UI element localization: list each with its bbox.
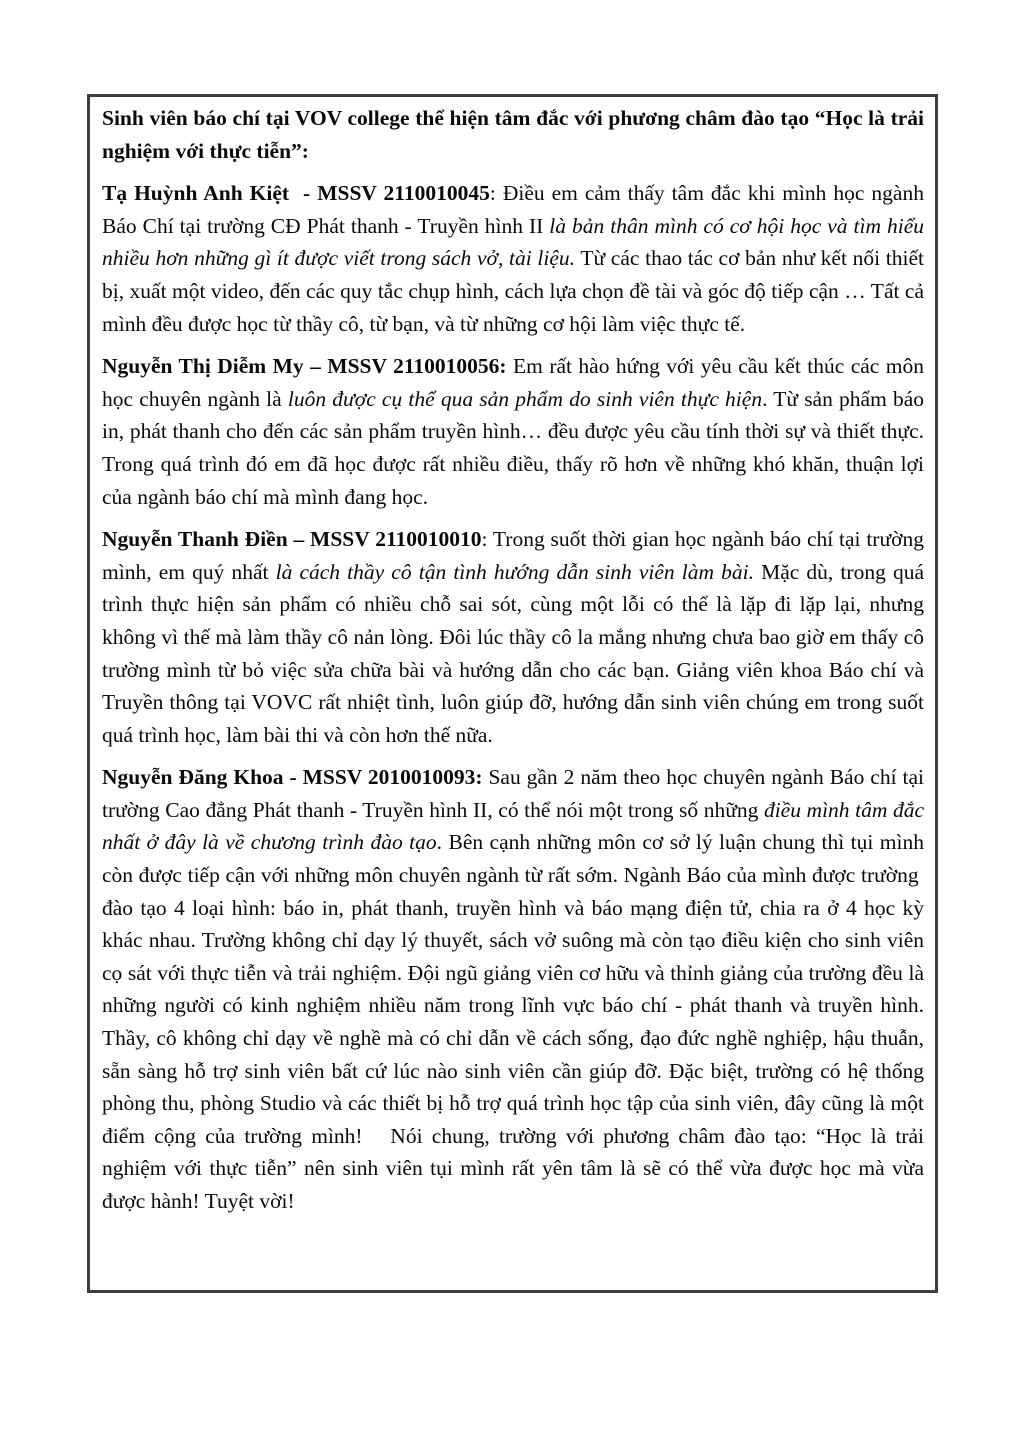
student-name-khoa: Nguyễn Đăng Khoa - MSSV 2010010093: (102, 765, 483, 790)
testimonial-paragraph-khoa (102, 761, 924, 1217)
testimonial-emphasis: là cách thầy cô tận tình hướng dẫn sinh viên làm bài. (275, 559, 754, 584)
document-heading (102, 102, 924, 167)
student-name-my: Nguyễn Thị Diễm My – MSSV 2110010056: (102, 354, 507, 379)
student-name-kiet: Tạ Huỳnh Anh Kiệt - MSSV 2110010045 (102, 181, 490, 206)
testimonial-text: : Trong suốt thời gian học ngành báo chí tại trường mình, em quý nhất (102, 527, 924, 584)
testimonial-emphasis: luôn được cụ thể qua sản phẩm do sinh viên thực hiện (287, 386, 763, 411)
testimonial-text: Mặc dù, trong quá trình thực hiện sản phẩm có nhiều chỗ sai sót, cùng một lỗi có thể là lặp đi lặp lại, nhưng không vì thế mà làm thầy cô nản lòng. Đôi lúc thầy cô la mắng nhưng chưa bao giờ em thấy cô trường mình từ bỏ việc sửa chữa bài và hướng dẫn cho các bạn. Giảng viên khoa Báo chí và Truyền thông tại VOVC rất nhiệt tình, luôn giúp đỡ, hướng dẫn sinh viên chúng em trong suốt quá trình học, làm bài thi và còn hơn thế nữa. (102, 559, 924, 747)
document-heading-text: Sinh viên báo chí tại VOV college thể hiện tâm đắc với phương châm đào tạo “Học là trải nghiệm với thực tiễn”: (102, 106, 924, 163)
student-name-dien: Nguyễn Thanh Điền – MSSV 2110010010 (102, 527, 482, 552)
testimonial-paragraph-my (102, 350, 924, 513)
testimonial-text: : Điều em cảm thấy tâm đắc khi mình học ngành Báo Chí tại trường CĐ Phát thanh - Truyền hình II (102, 181, 924, 238)
testimonial-text: . Bên cạnh những môn cơ sở lý luận chung thì tụi mình còn được tiếp cận với những môn chuyên ngành từ rất sớm. Ngành Báo của mình được trường đào tạo 4 loại hình: báo in, phát thanh, truyền hình và báo mạng điện tử, chia ra ở 4 học kỳ khác nhau. Trường không chỉ dạy lý thuyết, sách vở suông mà còn tạo điều kiện cho sinh viên cọ sát với thực tiễn và trải nghiệm. Đội ngũ giảng viên cơ hữu và thỉnh giảng của trường đều là những người có kinh nghiệm nhiều năm trong lĩnh vực báo chí - phát thanh và truyền hình. Thầy, cô không chỉ dạy về nghề mà có chỉ dẫn về cách sống, đạo đức nghề nghiệp, hậu thuẫn, sẵn sàng hỗ trợ sinh viên bất cứ lúc nào sinh viên cần giúp đỡ. Đặc biệt, trường có hệ thống phòng thu, phòng Studio và các thiết bị hỗ trợ quá trình học tập của sinh viên, đây cũng là một điểm cộng của trường mình! Nói chung, trường với phương châm đào tạo: “Học là trải nghiệm với thực tiễn” nên sinh viên tụi mình rất yên tâm là sẽ có thể vừa được học mà vừa được hành! Tuyệt vời! (102, 830, 924, 1213)
testimonial-paragraph-kiet (102, 177, 924, 340)
testimonial-text: Em rất hào hứng với yêu cầu kết thúc các môn học chuyên ngành là (102, 354, 924, 411)
testimonial-emphasis: điều mình tâm đắc nhất ở đây là về chương trình đào tạo (102, 797, 924, 855)
testimonial-text: Sau gần 2 năm theo học chuyên ngành Báo chí tại trường Cao đẳng Phát thanh - Truyền hình II, có thể nói một trong số những (102, 765, 924, 822)
testimonial-text: . Từ sản phẩm báo in, phát thanh cho đến các sản phẩm truyền hình… đều được yêu cầu tính thời sự và thiết thực. Trong quá trình đó em đã học được rất nhiều điều, thấy rõ hơn về những khó khăn, thuận lợi của ngành báo chí mà mình đang học. (102, 386, 925, 509)
testimonial-paragraph-dien (102, 523, 924, 751)
testimonial-text: Từ các thao tác cơ bản như kết nối thiết bị, xuất một video, đến các quy tắc chụp hình, cách lựa chọn đề tài và góc độ tiếp cận … Tất cả mình đều được học từ thầy cô, từ bạn, và từ những cơ hội làm việc thực tế. (102, 246, 924, 336)
testimonial-emphasis: là bản thân mình có cơ hội học và tìm hiểu nhiều hơn những gì ít được viết trong sách vở, tài liệu. (102, 213, 924, 271)
testimonial-box (87, 94, 938, 1293)
